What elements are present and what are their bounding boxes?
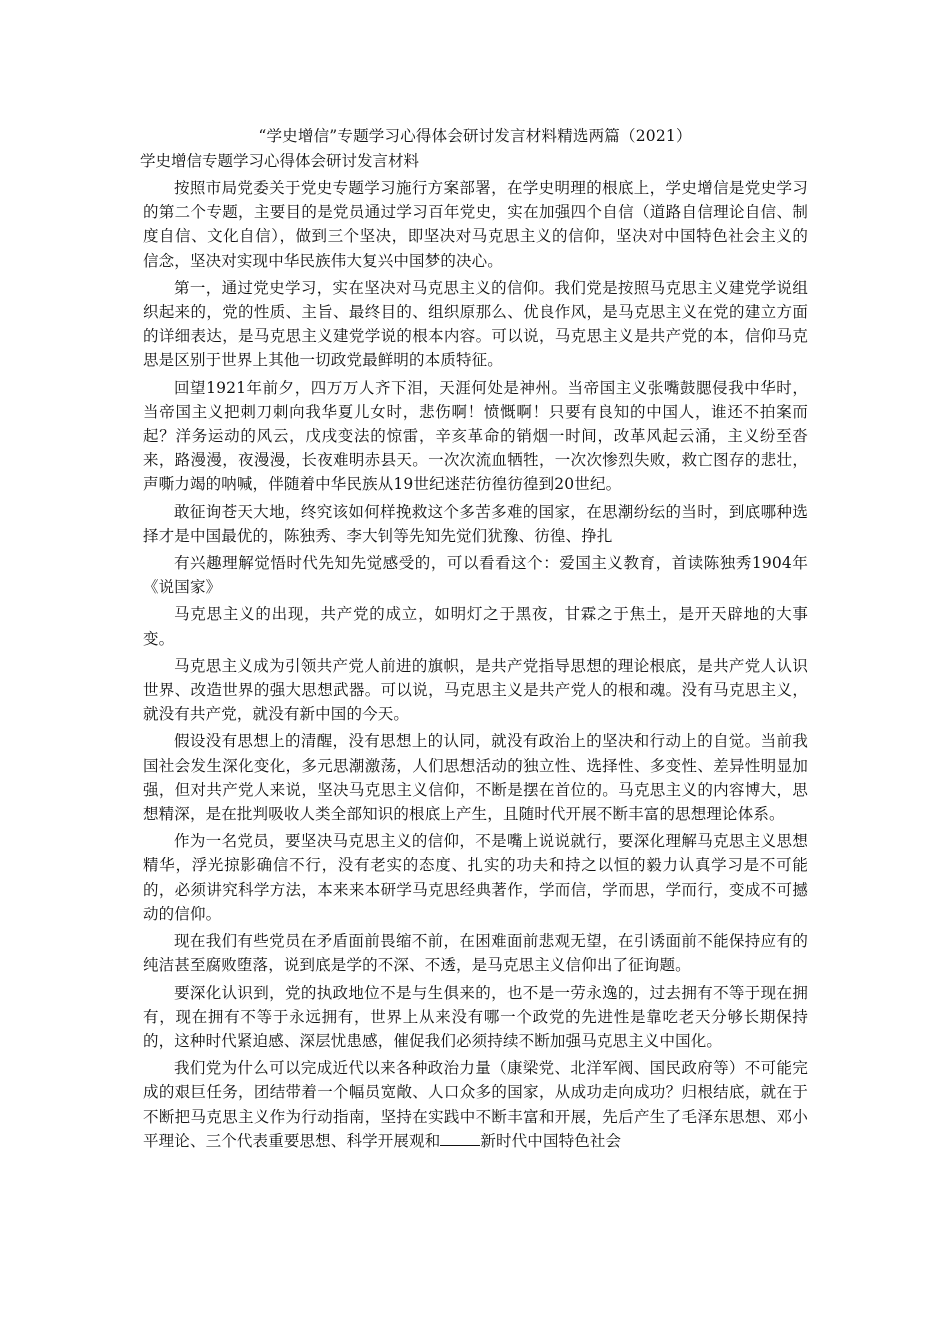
- paragraph-last: [143, 1056, 808, 1153]
- paragraph-text: 新时代中国特色社会: [480, 1131, 622, 1150]
- paragraph: 假设没有思想上的清醒，没有思想上的认同，就没有政治上的坚决和行动上的自觉。当前我国社会发生深化变化，多元思潮激荡，人们思想活动的独立性、选择性、多变性、差异性明显加强，但对共产党人来说，坚决马克思主义信仰，不断是摆在首位的。马克思主义的内容博大，思想精深，是在批判吸收人类全部知识的根底上产生，且随时代开展不断丰富的思想理论体系。: [143, 732, 808, 824]
- document-body: [143, 176, 808, 1156]
- paragraph: 敢征询苍天大地，终究该如何样挽救这个多苦多难的国家，在思潮纷纭的当时，到底哪种选择才是中国最优的，陈独秀、李大钊等先知先觉们犹豫、彷徨、挣扎: [143, 502, 808, 545]
- paragraph: 按照市局党委关于党史专题学习施行方案部署，在学史明理的根底上，学史增信是党史学习的第二个专题，主要目的是党员通过学习百年党史，实在加强四个自信（道路自信理论自信、制度自信、文化自信），做到三个坚决，即坚决对马克思主义的信仰，坚决对中国特色社会主义的信念，坚决对实现中华民族伟大复兴中国梦的决心。: [143, 179, 808, 270]
- paragraph: 马克思主义成为引领共产党人前进的旗帜，是共产党指导思想的理论根底，是共产党人认识世界、改造世界的强大思想武器。可以说，马克思主义是共产党人的根和魂。没有马克思主义，就没有共产党，就没有新中国的今天。: [143, 656, 808, 724]
- paragraph: 作为一名党员，要坚决马克思主义的信仰，不是嘴上说说就行，要深化理解马克思主义思想精华，浮光掠影确信不行，没有老实的态度、扎实的功夫和持之以恒的毅力认真学习是不可能的，必须讲究科学方法，本来来本研学马克思经典著作，学而信，学而思，学而行，变成不可撼动的信仰。: [143, 832, 808, 923]
- paragraph: 有兴趣理解觉悟时代先知先觉感受的，可以看看这个：爱国主义教育，首读陈独秀1904年《说国家》: [143, 554, 808, 597]
- paragraph: 马克思主义的出现，共产党的成立，如明灯之于黑夜，甘霖之于焦土，是开天辟地的大事变。: [143, 605, 808, 648]
- fill-in-blank: [440, 1131, 480, 1146]
- paragraph: 现在我们有些党员在矛盾面前畏缩不前，在困难面前悲观无望，在引诱面前不能保持应有的纯洁甚至腐败堕落，说到底是学的不深、不透，是马克思主义信仰出了征询题。: [143, 932, 808, 975]
- paragraph-text: 我们党为什么可以完成近代以来各种政治力量（康梁党、北洋军阀、国民政府等）不可能完成的艰巨任务，团结带着一个幅员宽敞、人口众多的国家，从成功走向成功？归根结底，就在于不断把马克思主义作为行动指南，坚持在实践中不断丰富和开展，先后产生了毛泽东思想、邓小平理论、三个代表重要思想、科学开展观和: [143, 1059, 808, 1150]
- document-title: “学史增信”专题学习心得体会研讨发言材料精选两篇（2021）: [258, 127, 692, 145]
- document-subtitle: 学史增信专题学习心得体会研讨发言材料: [140, 152, 420, 170]
- paragraph: 回望1921年前夕，四万万人齐下泪，天涯何处是神州。当帝国主义张嘴鼓腮侵我中华时，当帝国主义把刺刀刺向我华夏儿女时，悲伤啊！愤慨啊！只要有良知的中国人，谁还不拍案而起？洋务运动的风云，戊戌变法的惊雷，辛亥革命的销烟一时间，改革风起云涌，主义纷至沓来，路漫漫，夜漫漫，长夜难明赤县天。一次次流血牺牲，一次次惨烈失败，救亡图存的悲壮，声嘶力竭的呐喊，伴随着中华民族从19世纪迷茫彷徨彷徨到20世纪。: [143, 378, 808, 494]
- paragraph: 要深化认识到，党的执政地位不是与生俱来的，也不是一劳永逸的，过去拥有不等于现在拥有，现在拥有不等于永远拥有，世界上从来没有哪一个政党的先进性是靠吃老天分够长期保持的，这种时代紧迫感、深层忧患感，催促我们必须持续不断加强马克思主义中国化。: [143, 983, 808, 1050]
- paragraph: 第一，通过党史学习，实在坚决对马克思主义的信仰。我们党是按照马克思主义建党学说组织起来的，党的性质、主旨、最终目的、组织原那么、优良作风，是马克思主义在党的建立方面的详细表达，是马克思主义建党学说的根本内容。可以说，马克思主义是共产党的本，信仰马克思是区别于世界上其他一切政党最鲜明的本质特征。: [143, 278, 808, 370]
